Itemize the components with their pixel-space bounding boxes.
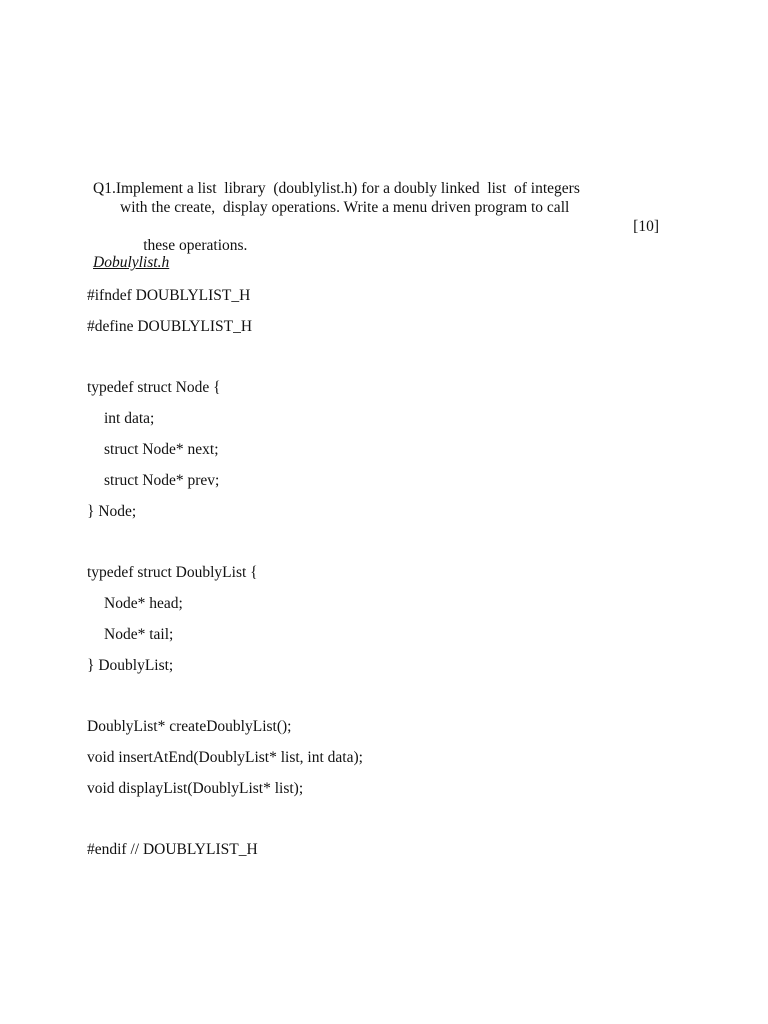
code-line: struct Node* prev;: [104, 471, 220, 489]
code-blank-line: [87, 347, 363, 378]
code-line: Node* tail;: [104, 625, 174, 643]
code-line: Node* head;: [104, 594, 183, 612]
code-line: typedef struct Node {: [87, 379, 221, 397]
code-line: int data;: [104, 410, 155, 428]
code-line: } Node;: [87, 502, 137, 520]
question-line-1: Q1.Implement a list library (doublylist.h) for a doubly linked list of integers: [93, 180, 580, 197]
code-line: #ifndef DOUBLYLIST_H: [87, 287, 251, 304]
file-title: Dobulylist.h: [93, 254, 170, 271]
question-block: [93, 179, 659, 254]
code-blank-line: [87, 531, 363, 562]
question-marks: [10]: [633, 218, 659, 235]
code-block: [87, 285, 363, 870]
code-line: #define DOUBLYLIST_H: [87, 317, 253, 335]
code-blank-line: [87, 685, 363, 716]
code-line: } DoublyList;: [87, 656, 174, 674]
question-line-2: with the create, display operations. Write a menu driven program to call: [120, 199, 570, 216]
code-line: typedef struct DoublyList {: [87, 564, 258, 582]
question-line-3: these operations.: [143, 237, 248, 254]
code-line: struct Node* next;: [104, 440, 219, 458]
code-line: #endif // DOUBLYLIST_H: [87, 841, 258, 859]
code-line: DoublyList* createDoublyList();: [87, 718, 292, 736]
code-line: void displayList(DoublyList* list);: [87, 779, 304, 797]
code-blank-line: [87, 809, 363, 840]
code-line: void insertAtEnd(DoublyList* list, int data);: [87, 748, 363, 766]
question-line-3-row: [93, 217, 659, 254]
